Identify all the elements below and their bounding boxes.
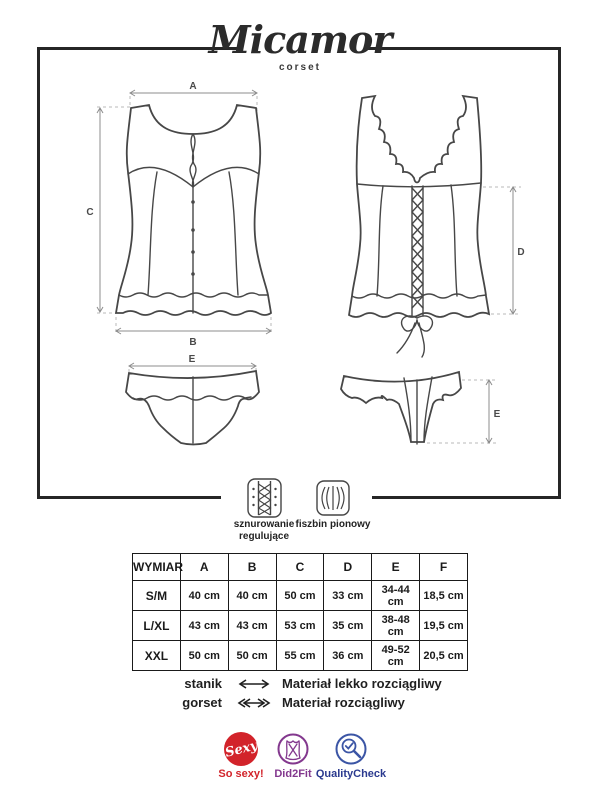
cell-value: 49-52 cm (372, 641, 420, 671)
cell-value: 50 cm (276, 581, 324, 611)
col-header-wymiar: WYMIAR (133, 554, 181, 581)
corset-back-drawing (349, 96, 489, 357)
cell-value: 18,5 cm (420, 581, 468, 611)
cell-value: 34-44 cm (372, 581, 420, 611)
cell-value: 40 cm (180, 581, 228, 611)
table-row-lxl (133, 611, 468, 641)
dim-a-label: A (189, 81, 197, 92)
qualitycheck-badge-label: QualityCheck (315, 768, 387, 780)
col-header-c: C (276, 554, 324, 581)
cell-value: 19,5 cm (420, 611, 468, 641)
dim-d-label: D (517, 247, 525, 258)
frame-bottom-left (37, 496, 221, 499)
sexy-badge-label: So sexy! (218, 768, 264, 780)
material-legend (150, 676, 518, 710)
boning-icon (317, 481, 349, 515)
brand-subtitle: corset (278, 62, 321, 73)
legend-item-stanik: stanik (184, 676, 222, 691)
cell-value: 55 cm (276, 641, 324, 671)
lacing-feature-label: sznurowanie regulujące (233, 519, 295, 542)
col-header-b: B (228, 554, 276, 581)
cell-value: 33 cm (324, 581, 372, 611)
brand-title: Micamor (208, 17, 392, 62)
col-header-e: E (372, 554, 420, 581)
frame-right (558, 47, 561, 499)
dim-b-label: B (189, 337, 197, 348)
cell-value: 43 cm (228, 611, 276, 641)
legend-desc-stanik: Materiał lekko rozciągliwy (282, 676, 442, 691)
table-row-sm (133, 581, 468, 611)
cell-value: 20,5 cm (420, 641, 468, 671)
cell-value: 36 cm (324, 641, 372, 671)
thong-back-drawing (341, 372, 461, 444)
dim-e-front-label: E (188, 354, 196, 365)
size-table (132, 553, 468, 671)
double-stretch-arrow-icon (230, 697, 278, 709)
col-header-d: D (324, 554, 372, 581)
corset-front-drawing (116, 105, 271, 315)
dim-e-back-label: E (493, 409, 501, 420)
frame-bottom-right (372, 496, 561, 499)
cell-value: 38-48 cm (372, 611, 420, 641)
cell-value: 50 cm (228, 641, 276, 671)
col-header-f: F (420, 554, 468, 581)
lacing-icon (248, 479, 281, 517)
legend-desc-gorset: Materiał rozciągliwy (282, 695, 405, 710)
qualitycheck-badge-icon (334, 732, 368, 766)
single-stretch-arrow-icon (230, 678, 278, 690)
cell-value: 50 cm (180, 641, 228, 671)
size-label: S/M (133, 581, 181, 611)
dim-c-label: C (86, 207, 94, 218)
table-row-xxl (133, 641, 468, 671)
did2fit-badge-icon (276, 732, 310, 766)
size-label: L/XL (133, 611, 181, 641)
size-table-header-row (133, 554, 468, 581)
did2fit-badge-label: Did2Fit (274, 768, 312, 780)
cell-value: 40 cm (228, 581, 276, 611)
col-header-a: A (180, 554, 228, 581)
sexy-badge-icon (224, 732, 258, 766)
boning-feature-label: fiszbin pionowy (295, 519, 371, 530)
frame-left (37, 47, 40, 499)
cell-value: 43 cm (180, 611, 228, 641)
sexy-badge-text: Sexy (223, 737, 259, 761)
legend-item-gorset: gorset (182, 695, 222, 710)
cell-value: 53 cm (276, 611, 324, 641)
size-label: XXL (133, 641, 181, 671)
cell-value: 35 cm (324, 611, 372, 641)
panty-front-drawing (126, 371, 259, 445)
